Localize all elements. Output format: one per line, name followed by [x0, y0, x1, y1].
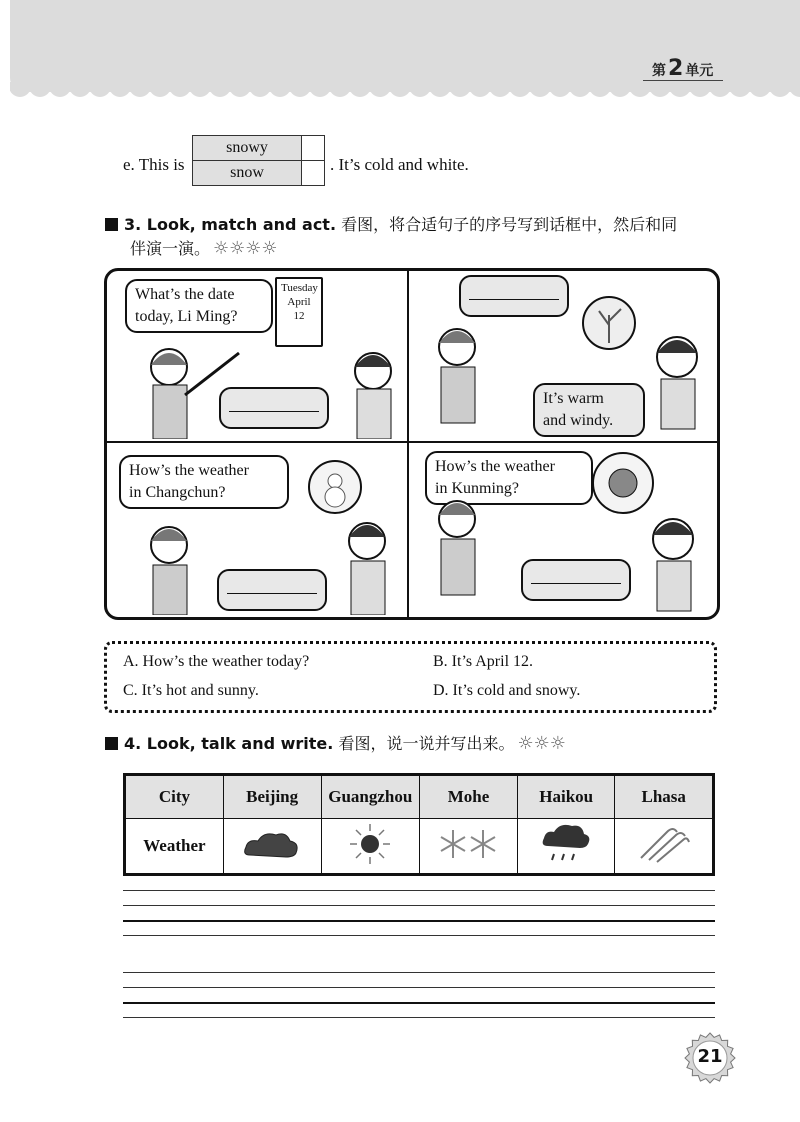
writing-line[interactable]	[123, 905, 715, 906]
rain-cloud-icon	[517, 819, 615, 875]
panel-divider-horizontal	[107, 441, 717, 443]
snowflake-icon	[420, 819, 518, 875]
wind-icon	[615, 819, 714, 875]
item-e-suffix: . It’s cold and white.	[330, 155, 469, 174]
answer-bubble-3[interactable]	[217, 569, 327, 611]
choice-option-2[interactable]: snow	[193, 161, 302, 186]
calendar-card: Tuesday April 12	[275, 277, 323, 347]
writing-line[interactable]	[123, 935, 715, 936]
answer-bubble-1[interactable]	[219, 387, 329, 429]
speech-bubble-1: What’s the date today, Li Ming?	[125, 279, 273, 333]
header-guangzhou: Guangzhou	[321, 775, 420, 819]
cloud-icon	[223, 819, 321, 875]
option-c: C. It’s hot and sunny.	[123, 682, 259, 699]
writing-line[interactable]	[123, 1017, 715, 1018]
writing-line[interactable]	[123, 890, 715, 891]
header-city: City	[125, 775, 224, 819]
choice-option-1[interactable]: snowy	[193, 136, 302, 161]
page-number: 21	[697, 1046, 723, 1067]
header-beijing: Beijing	[223, 775, 321, 819]
writing-line[interactable]	[123, 972, 715, 973]
writing-line[interactable]	[123, 920, 715, 922]
row-label-weather: Weather	[125, 819, 224, 875]
item-e-prefix: e. This is	[123, 155, 185, 174]
square-bullet-icon	[105, 218, 118, 231]
option-d: D. It’s cold and snowy.	[433, 682, 581, 699]
header-lhasa: Lhasa	[615, 775, 714, 819]
choice-box	[192, 135, 325, 186]
sun-rating-icon: ☼☼☼	[517, 733, 566, 754]
panel-divider-vertical	[407, 271, 409, 617]
options-box	[104, 641, 717, 713]
writing-line[interactable]	[123, 987, 715, 988]
speech-bubble-3: How’s the weather in Changchun?	[119, 455, 289, 509]
writing-line[interactable]	[123, 1002, 715, 1004]
square-bullet-icon	[105, 737, 118, 750]
weather-table	[123, 773, 715, 876]
choice-tick-box-1[interactable]	[302, 136, 325, 161]
sun-icon	[321, 819, 420, 875]
answer-bubble-4[interactable]	[521, 559, 631, 601]
speech-bubble-2: It’s warm and windy.	[533, 383, 645, 437]
option-b: B. It’s April 12.	[433, 653, 534, 670]
unit-underline	[643, 80, 723, 81]
choice-tick-box-2[interactable]	[302, 161, 325, 186]
header-mohe: Mohe	[420, 775, 518, 819]
section4-title: 4. Look, talk and write. 看图，说一说并写出来。 ☼☼☼	[105, 731, 566, 754]
header-haikou: Haikou	[517, 775, 615, 819]
speech-bubble-4: How’s the weather in Kunming?	[425, 451, 593, 505]
section3-title: 3. Look, match and act. 看图，将合适句子的序号写到话框中，然后和同	[105, 212, 677, 235]
section3-title-line2: 伴演一演。 ☼☼☼☼	[130, 238, 278, 259]
comic-panel	[104, 268, 720, 620]
option-a: A. How’s the weather today?	[123, 653, 310, 670]
sun-rating-icon: ☼☼☼☼	[213, 238, 278, 259]
header-scallop-edge	[10, 82, 800, 104]
unit-label: 第2 单元	[652, 56, 714, 81]
